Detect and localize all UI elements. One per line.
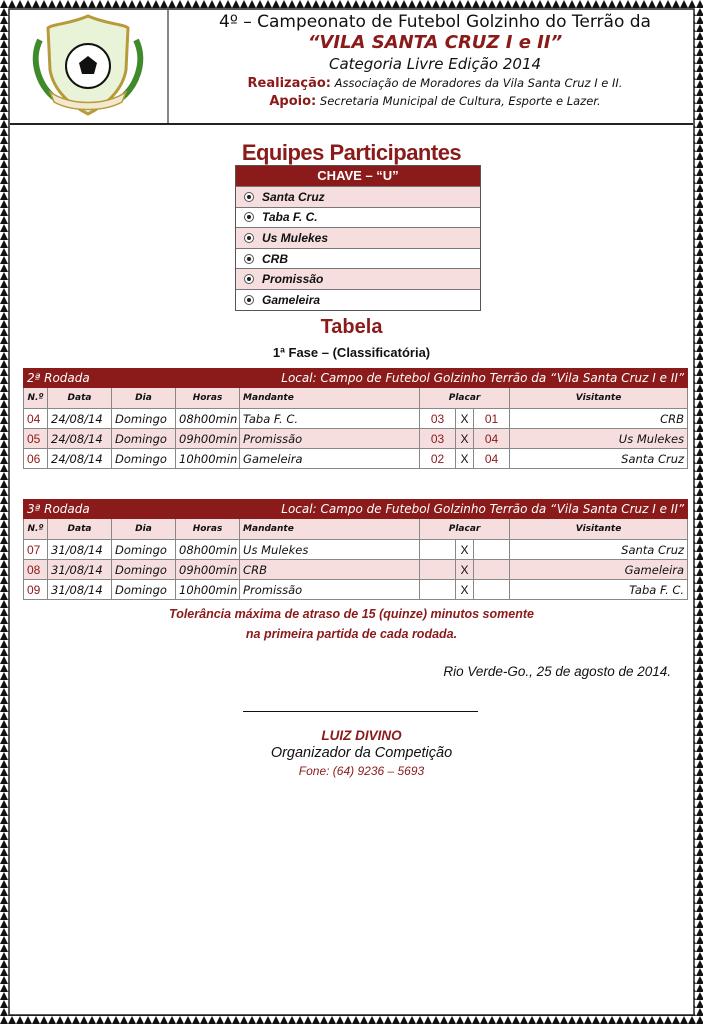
apoio-label: Apoio: (269, 94, 317, 109)
header (10, 10, 693, 125)
away-score (474, 580, 510, 600)
signer-name: LUIZ DIVINO (321, 728, 402, 743)
home-score (420, 580, 456, 600)
game-date: 24/08/14 (48, 409, 112, 429)
game-time: 10h00min (176, 449, 240, 469)
trophy-shield-logo-icon (10, 10, 167, 123)
team-name: CRB (262, 251, 288, 266)
col-data: Data (48, 388, 112, 409)
game-num: 05 (24, 429, 48, 449)
chave-header: CHAVE – “U” (236, 166, 480, 186)
away-score (474, 540, 510, 560)
rodada2-label: 2ª Rodada (24, 369, 240, 388)
team-name: Promissão (262, 272, 324, 287)
home-team: Promissão (240, 580, 420, 600)
game-num: 06 (24, 449, 48, 469)
signature-line (243, 711, 478, 712)
game-num: 08 (24, 560, 48, 580)
col-num: N.º (24, 519, 48, 540)
apoio-line (180, 94, 690, 109)
signer-phone: Fone: (64) 9236 – 5693 (298, 764, 425, 778)
game-day: Domingo (112, 540, 176, 560)
realizacao-label: Realização: (247, 76, 331, 91)
championship-subtitle: “VILA SANTA CRUZ I e II” (307, 32, 563, 53)
col-data: Data (48, 519, 112, 540)
game-day: Domingo (112, 409, 176, 429)
team-row (236, 268, 480, 289)
chave-box (235, 165, 481, 311)
home-team: CRB (240, 560, 420, 580)
rodada2-local: Local: Campo de Futebol Golzinho Terrão da “Vila Santa Cruz I e II” (240, 369, 688, 388)
table-row (24, 429, 688, 449)
realizacao-line (180, 76, 690, 91)
rodada3-label: 3ª Rodada (24, 500, 240, 519)
championship-title: 4º – Campeonato de Futebol Golzinho do Terrão da (219, 12, 651, 32)
away-team: Santa Cruz (510, 449, 688, 469)
rodada3-header (24, 500, 688, 519)
col-dia: Dia (112, 388, 176, 409)
versus: X (456, 580, 474, 600)
rodada2-table (23, 368, 688, 469)
rodada2-header (24, 369, 688, 388)
game-time: 10h00min (176, 580, 240, 600)
table-row (24, 409, 688, 429)
game-num: 07 (24, 540, 48, 560)
game-time: 09h00min (176, 560, 240, 580)
table-row (24, 449, 688, 469)
rodada3-local: Local: Campo de Futebol Golzinho Terrão da “Vila Santa Cruz I e II” (240, 500, 688, 519)
home-score (420, 560, 456, 580)
home-score: 02 (420, 449, 456, 469)
col-horas: Horas (176, 519, 240, 540)
col-placar: Placar (420, 519, 510, 540)
game-date: 31/08/14 (48, 540, 112, 560)
game-time: 08h00min (176, 409, 240, 429)
signer-role: Organizador da Competição (270, 745, 453, 761)
game-time: 09h00min (176, 429, 240, 449)
ball-icon (244, 254, 254, 264)
home-score: 03 (420, 429, 456, 449)
team-row (236, 289, 480, 310)
away-team: Taba F. C. (510, 580, 688, 600)
realizacao-text: Associação de Moradores da Vila Santa Cruz I e II. (334, 76, 623, 90)
versus: X (456, 429, 474, 449)
away-score (474, 560, 510, 580)
col-num: N.º (24, 388, 48, 409)
game-day: Domingo (112, 429, 176, 449)
team-row (236, 248, 480, 269)
header-text (180, 12, 690, 109)
place-date: Rio Verde-Go., 25 de agosto de 2014. (443, 664, 671, 679)
game-date: 31/08/14 (48, 560, 112, 580)
col-visitante: Visitante (510, 519, 688, 540)
table-row (24, 540, 688, 560)
game-num: 04 (24, 409, 48, 429)
tolerance-note-line2: na primeira partida de cada rodada. (245, 627, 458, 641)
equipes-title: Equipes Participantes (241, 140, 462, 165)
category-line: Categoria Livre Edição 2014 (328, 55, 542, 73)
game-time: 08h00min (176, 540, 240, 560)
team-name: Santa Cruz (262, 189, 325, 204)
away-team: Santa Cruz (510, 540, 688, 560)
away-score: 04 (474, 429, 510, 449)
team-name: Gameleira (262, 292, 321, 307)
team-row (236, 207, 480, 228)
team-list (236, 186, 480, 310)
home-team: Promissão (240, 429, 420, 449)
game-date: 24/08/14 (48, 429, 112, 449)
home-team: Gameleira (240, 449, 420, 469)
versus: X (456, 409, 474, 429)
table-row (24, 560, 688, 580)
ball-icon (244, 233, 254, 243)
col-mandante: Mandante (240, 388, 420, 409)
away-team: CRB (510, 409, 688, 429)
away-team: Gameleira (510, 560, 688, 580)
logo (10, 10, 169, 123)
tabela-title: Tabela (320, 316, 383, 338)
ball-icon (244, 295, 254, 305)
versus: X (456, 540, 474, 560)
game-day: Domingo (112, 580, 176, 600)
game-date: 31/08/14 (48, 580, 112, 600)
game-day: Domingo (112, 560, 176, 580)
team-name: Taba F. C. (262, 210, 318, 225)
ball-icon (244, 192, 254, 202)
team-name: Us Mulekes (262, 230, 329, 245)
col-horas: Horas (176, 388, 240, 409)
col-visitante: Visitante (510, 388, 688, 409)
game-num: 09 (24, 580, 48, 600)
ball-icon (244, 212, 254, 222)
home-team: Us Mulekes (240, 540, 420, 560)
table-row (24, 580, 688, 600)
home-score (420, 540, 456, 560)
away-score: 01 (474, 409, 510, 429)
versus: X (456, 449, 474, 469)
ball-icon (244, 274, 254, 284)
fase-title: 1ª Fase – (Classificatória) (272, 345, 431, 360)
team-row (236, 186, 480, 207)
home-team: Taba F. C. (240, 409, 420, 429)
game-day: Domingo (112, 449, 176, 469)
rodada3-table (23, 499, 688, 600)
col-mandante: Mandante (240, 519, 420, 540)
column-headers (24, 519, 688, 540)
away-team: Us Mulekes (510, 429, 688, 449)
col-placar: Placar (420, 388, 510, 409)
game-date: 24/08/14 (48, 449, 112, 469)
apoio-text: Secretaria Municipal de Cultura, Esporte e Lazer. (319, 94, 601, 108)
away-score: 04 (474, 449, 510, 469)
tolerance-note-line1: Tolerância máxima de atraso de 15 (quinze) minutos somente (169, 607, 534, 621)
team-row (236, 227, 480, 248)
home-score: 03 (420, 409, 456, 429)
versus: X (456, 560, 474, 580)
column-headers (24, 388, 688, 409)
col-dia: Dia (112, 519, 176, 540)
